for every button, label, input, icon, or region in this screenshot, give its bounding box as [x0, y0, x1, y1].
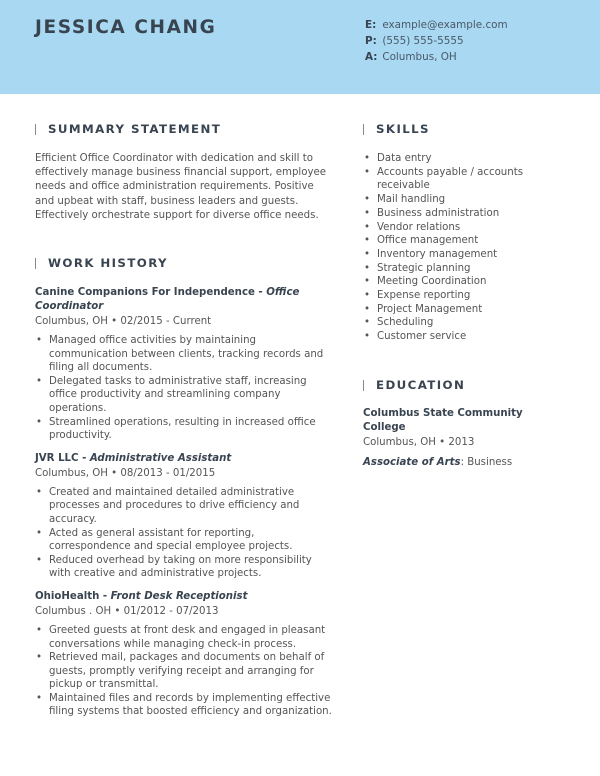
header-band [0, 0, 600, 94]
contact-value: example@example.com [382, 19, 508, 31]
skill-item [363, 330, 563, 344]
education-section [363, 378, 563, 470]
skills-list [363, 152, 563, 344]
skill-item [363, 152, 563, 166]
separator: - [78, 452, 90, 464]
bullet-text: Maintained files and records by implementing effective filing systems that boosted efficiency and organization. [49, 692, 332, 718]
bullet-text: Retrieved mail, packages and documents on behalf of guests, promptly verifying receipt and arranging for pickup or transmittal. [49, 652, 325, 691]
job-entry [35, 590, 335, 719]
job-role: Office Coordinator [35, 287, 300, 313]
contact-label: A: [365, 51, 378, 63]
separator: - [254, 287, 267, 299]
skill-text: Vendor relations [377, 221, 461, 233]
contact-value: Columbus, OH [382, 51, 457, 63]
contact-value: (555) 555-5555 [382, 35, 464, 47]
bullet-icon: • [364, 153, 371, 164]
bullet-icon: • [364, 248, 371, 260]
skill-text: Strategic planning [377, 262, 471, 274]
left-column [35, 122, 335, 719]
section-divider [363, 380, 364, 391]
summary-text: Efficient Office Coordinator with dedication and skill to effectively manage business financial support, employee needs and office administration requirements. Positive and upbeat with staff, business leaders and guests. Effectively orchestrate support for diverse office needs. [35, 153, 327, 221]
bullet-item [35, 527, 335, 554]
skill-item [363, 221, 563, 235]
work-history-section [35, 256, 335, 719]
job-title [35, 452, 335, 466]
bullet-item [35, 692, 335, 719]
bullet-icon: • [364, 166, 371, 178]
job-role: Front Desk Receptionist [110, 590, 248, 602]
skill-item [363, 193, 563, 207]
skill-text: Scheduling [377, 317, 434, 329]
bullet-icon: • [36, 416, 43, 428]
bullet-item [35, 334, 335, 375]
section-title [363, 378, 563, 394]
section-divider [35, 124, 36, 135]
section-title-text: WORK HISTORY [48, 256, 168, 271]
bullet-icon: • [364, 221, 371, 233]
job-title [35, 590, 335, 604]
skill-item [363, 262, 563, 276]
bullet-item [35, 554, 335, 581]
bullet-icon: • [364, 207, 371, 219]
company-name: JVR LLC [35, 452, 79, 464]
bullet-icon: • [36, 375, 43, 387]
skill-text: Inventory management [377, 248, 498, 260]
job-bullets [35, 334, 335, 443]
skill-item [363, 289, 563, 303]
bullet-item [35, 624, 335, 651]
section-title [35, 256, 335, 272]
degree [363, 455, 563, 470]
company-name: Canine Companions For Independence [35, 287, 255, 299]
right-column [363, 122, 563, 470]
job-bullets [35, 486, 335, 581]
skill-text: Business administration [377, 207, 500, 219]
bullet-icon: • [364, 303, 371, 315]
bullet-icon: • [364, 331, 371, 343]
bullet-text: Acted as general assistant for reporting, correspondence and special employee projects. [49, 527, 293, 553]
bullet-icon: • [364, 194, 371, 206]
skill-item [363, 166, 563, 193]
section-title-text: SUMMARY STATEMENT [48, 122, 222, 136]
school-name: Columbus State Community College [363, 407, 523, 433]
contact-label: E: [365, 19, 377, 31]
candidate-name: JESSICA CHANG [35, 17, 217, 38]
skill-item [363, 248, 563, 262]
bullet-item [35, 486, 335, 527]
contact-address [365, 49, 508, 65]
bullet-item [35, 375, 335, 416]
contact-info [365, 17, 508, 65]
contact-email [365, 17, 508, 33]
job-title [35, 286, 335, 314]
separator: : [460, 456, 468, 468]
job-role: Administrative Assistant [89, 452, 232, 464]
skill-text: Accounts payable / accounts receivable [377, 166, 524, 192]
section-title [35, 122, 335, 138]
skills-section [363, 122, 563, 344]
skill-text: Expense reporting [377, 290, 471, 302]
section-title-text: SKILLS [376, 122, 430, 136]
job-entry [35, 286, 335, 443]
job-meta: Columbus, OH • 02/2015 - Current [35, 316, 212, 328]
job-meta: Columbus, OH • 08/2013 - 01/2015 [35, 467, 216, 479]
bullet-icon: • [36, 624, 43, 636]
education-meta: Columbus, OH • 2013 [363, 436, 475, 448]
degree-field: Business [467, 456, 513, 468]
bullet-text: Created and maintained detailed administrative processes and procedures to drive efficiency and accuracy. [49, 486, 300, 525]
section-divider [363, 124, 364, 135]
job-bullets [35, 624, 335, 719]
bullet-icon: • [36, 554, 43, 566]
bullet-item [35, 416, 335, 443]
contact-phone [365, 33, 508, 49]
skill-item [363, 234, 563, 248]
bullet-text: Delegated tasks to administrative staff, increasing office productivity and streamlining company operations. [49, 375, 307, 414]
bullet-text: Streamlined operations, resulting in increased office productivity. [49, 416, 316, 442]
summary-section [35, 122, 335, 223]
skill-text: Meeting Coordination [377, 276, 487, 288]
bullet-icon: • [364, 317, 371, 329]
bullet-item [35, 651, 335, 692]
separator: - [99, 590, 111, 602]
bullet-icon: • [36, 527, 43, 539]
bullet-icon: • [364, 276, 371, 288]
skill-item [363, 303, 563, 317]
skill-text: Project Management [377, 303, 483, 315]
degree-name: Associate of Arts [363, 456, 461, 468]
company-name: OhioHealth [35, 590, 100, 602]
skill-text: Customer service [377, 331, 467, 343]
job-meta: Columbus . OH • 01/2012 - 07/2013 [35, 605, 219, 617]
skill-item [363, 316, 563, 330]
job-entry [35, 452, 335, 581]
bullet-icon: • [36, 486, 43, 498]
bullet-icon: • [364, 290, 371, 302]
section-title-text: EDUCATION [376, 377, 466, 392]
section-divider [35, 258, 36, 269]
bullet-text: Reduced overhead by taking on more responsibility with creative and administrative projects. [49, 554, 312, 580]
skill-item [363, 207, 563, 221]
bullet-icon: • [36, 652, 43, 664]
contact-label: P: [365, 35, 377, 47]
bullet-icon: • [36, 335, 43, 347]
skill-text: Mail handling [377, 194, 446, 206]
skill-text: Data entry [377, 153, 432, 164]
skill-text: Office management [377, 235, 479, 247]
bullet-text: Greeted guests at front desk and engaged in pleasant conversations while managing check-in process. [49, 624, 326, 650]
section-title [363, 122, 563, 138]
bullet-icon: • [364, 235, 371, 247]
bullet-icon: • [364, 262, 371, 274]
bullet-icon: • [36, 692, 43, 704]
bullet-text: Managed office activities by maintaining communication between clients, tracking records and filing all documents. [49, 335, 324, 374]
skill-item [363, 275, 563, 289]
